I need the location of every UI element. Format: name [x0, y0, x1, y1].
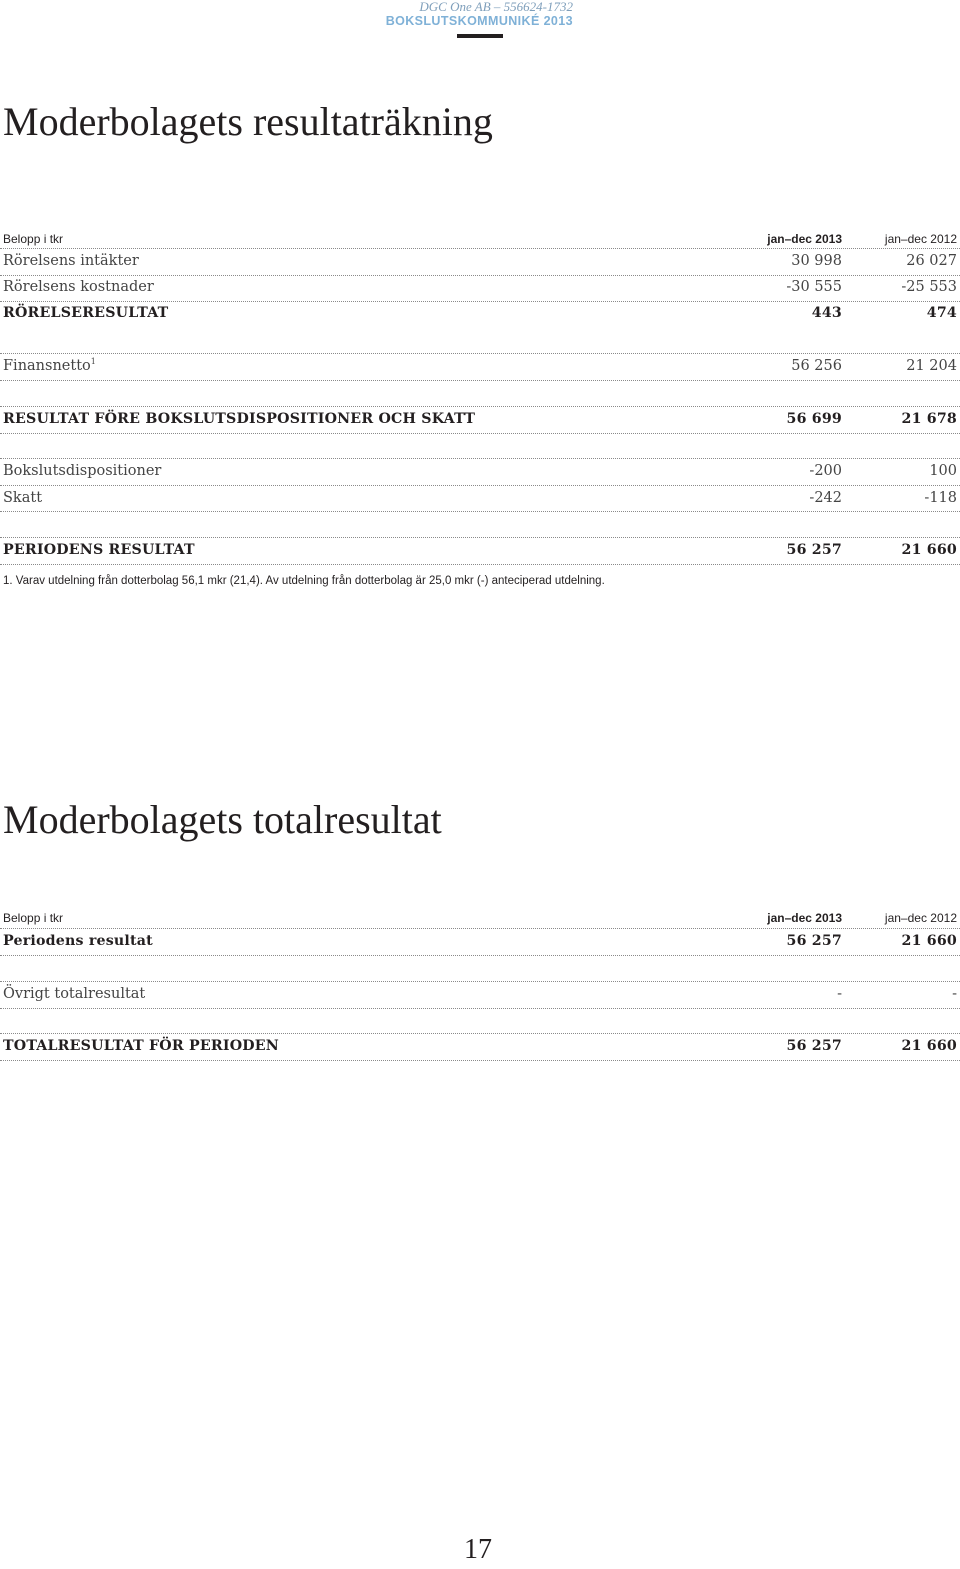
row-label: Periodens resultat [3, 933, 153, 949]
divider [0, 353, 960, 354]
table-row [0, 408, 960, 434]
divider [0, 406, 960, 407]
row-label: Skatt [3, 490, 43, 506]
report-title: BOKSLUTSKOMMUNIKÉ 2013 [385, 14, 573, 28]
divider [0, 1008, 960, 1009]
divider [0, 928, 960, 929]
row-current: 443 [811, 305, 842, 321]
row-label: Rörelsens kostnader [3, 279, 154, 295]
table-row [0, 930, 960, 956]
row-current: - [837, 986, 842, 1002]
row-label: RÖRELSERESULTAT [3, 305, 169, 321]
page-number: 17 [464, 1534, 492, 1565]
row-label: Bokslutsdispositioner [3, 463, 162, 479]
column-label: Belopp i tkr [3, 911, 64, 925]
row-label: Rörelsens intäkter [3, 253, 139, 269]
divider [0, 458, 960, 459]
row-current: 56 256 [791, 358, 842, 374]
row-prior: 21 660 [901, 1038, 957, 1054]
table-row [0, 539, 960, 565]
row-current: 56 257 [786, 933, 842, 949]
divider [0, 981, 960, 982]
table-row [0, 276, 960, 302]
divider [0, 1033, 960, 1034]
row-current: -200 [809, 463, 842, 479]
row-prior: 21 660 [901, 542, 957, 558]
row-current: 56 699 [786, 411, 842, 427]
row-prior: 21 678 [901, 411, 957, 427]
column-current: jan–dec 2013 [767, 232, 842, 246]
row-current: 30 998 [791, 253, 842, 269]
footnote-marker: 1 [90, 357, 96, 367]
footnote: 1. Varav utdelning från dotterbolag 56,1 mkr (21,4). Av utdelning från dotterbolag är 25,0 mkr (-) anteciperad utdelning. [3, 575, 605, 587]
table-row [0, 355, 960, 381]
divider [0, 1060, 960, 1061]
page-header [386, 0, 573, 29]
row-prior: -118 [924, 490, 957, 506]
header-divider [457, 34, 503, 38]
table-row [0, 983, 960, 1009]
row-current: -30 555 [786, 279, 842, 295]
divider [0, 433, 960, 434]
row-label: Finansnetto$^1$ [3, 357, 96, 374]
row-current: 56 257 [786, 1038, 842, 1054]
row-prior: - [952, 986, 957, 1002]
row-prior: 21 204 [906, 358, 957, 374]
divider [0, 380, 960, 381]
row-prior: 100 [929, 463, 957, 479]
table-row [0, 1035, 960, 1061]
row-current: 56 257 [786, 542, 842, 558]
column-prior: jan–dec 2012 [884, 232, 957, 246]
row-label: Övrigt totalresultat [3, 986, 146, 1002]
divider [0, 485, 960, 486]
company-name: DGC One AB – 556624-1732 [419, 0, 573, 14]
row-label: TOTALRESULTAT FÖR PERIODEN [3, 1038, 279, 1054]
divider [0, 955, 960, 956]
row-label: RESULTAT FÖRE BOKSLUTSDISPOSITIONER OCH SKATT [3, 411, 476, 427]
row-prior: 21 660 [901, 933, 957, 949]
divider [0, 248, 960, 249]
row-prior: 474 [926, 305, 957, 321]
income-statement-title: Moderbolagets resultaträkning [3, 99, 493, 144]
row-prior: -25 553 [901, 279, 957, 295]
table-row [0, 460, 960, 486]
divider [0, 564, 960, 565]
table-row [0, 250, 960, 276]
table-row [0, 302, 960, 328]
table-row [0, 487, 960, 513]
divider [0, 511, 960, 512]
row-prior: 26 027 [906, 253, 957, 269]
divider [0, 537, 960, 538]
row-label: PERIODENS RESULTAT [3, 542, 195, 558]
column-current: jan–dec 2013 [767, 911, 842, 925]
column-prior: jan–dec 2012 [884, 911, 957, 925]
row-current: -242 [809, 490, 842, 506]
comprehensive-income-title: Moderbolagets totalresultat [3, 797, 442, 842]
column-label: Belopp i tkr [3, 232, 64, 246]
